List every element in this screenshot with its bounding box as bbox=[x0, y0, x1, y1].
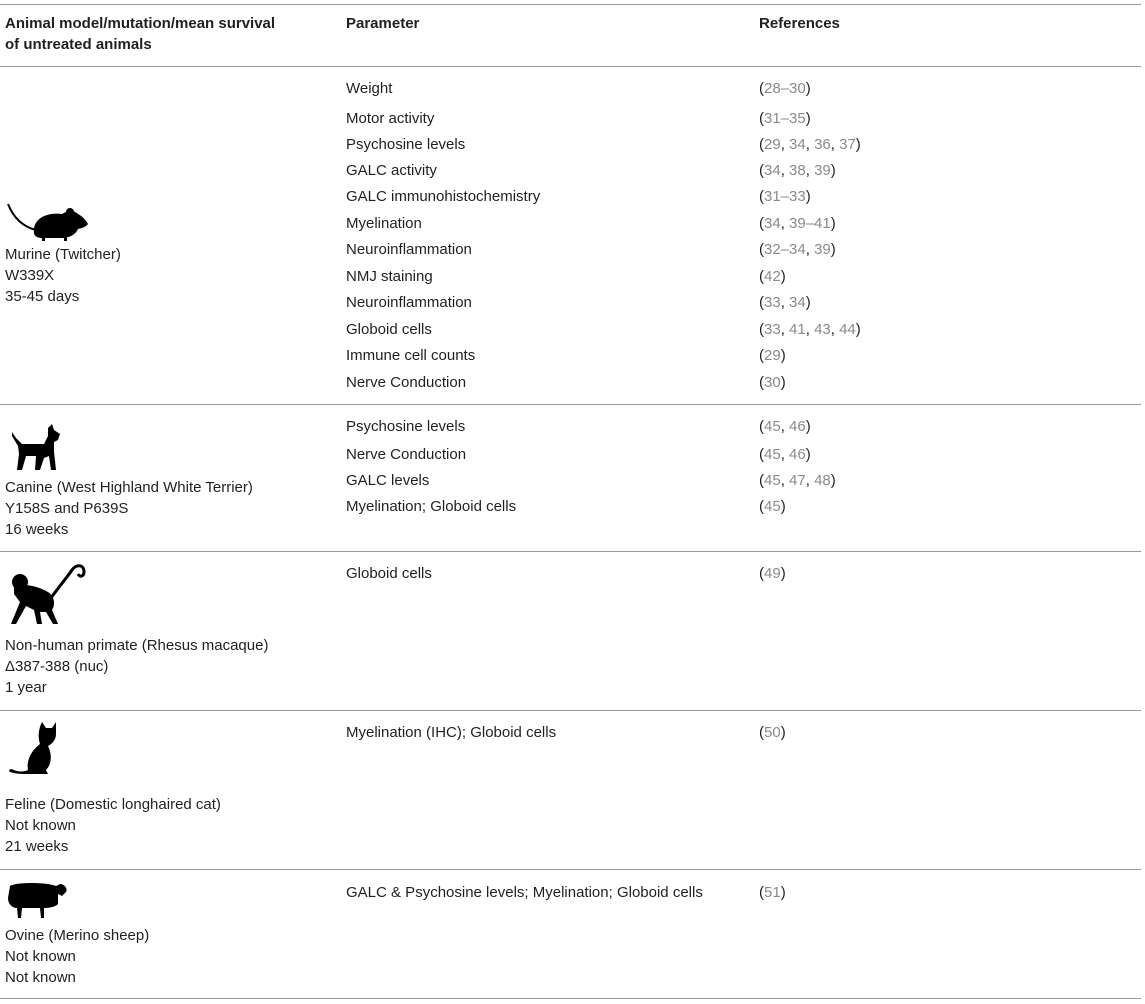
reference-link[interactable]: 51 bbox=[764, 884, 781, 901]
animal-species: Feline (Domestic longhaired cat) bbox=[5, 796, 221, 813]
reference-link[interactable]: 33 bbox=[764, 321, 781, 338]
parameter-cell: Neuroinflammation bbox=[346, 241, 472, 258]
references-cell: (51) bbox=[759, 884, 786, 901]
references-cell: (50) bbox=[759, 724, 786, 741]
animal-species: Non-human primate (Rhesus macaque) bbox=[5, 637, 269, 654]
references-cell: (29) bbox=[759, 347, 786, 364]
references-cell: (34, 39–41) bbox=[759, 215, 836, 232]
reference-link[interactable]: 33 bbox=[764, 294, 781, 311]
reference-link[interactable]: 50 bbox=[764, 724, 781, 741]
animal-survival: 21 weeks bbox=[5, 838, 69, 855]
parameter-cell: Myelination (IHC); Globoid cells bbox=[346, 724, 557, 741]
animal-mutation: W339X bbox=[5, 267, 55, 284]
animal-cell-murine bbox=[5, 244, 121, 307]
parameter-cell: Motor activity bbox=[346, 110, 435, 127]
reference-link[interactable]: 31–33 bbox=[764, 188, 806, 205]
reference-link[interactable]: 31–35 bbox=[764, 110, 806, 127]
parameter-cell: Psychosine levels bbox=[346, 418, 466, 435]
mouse-icon bbox=[6, 200, 90, 242]
parameter-cell: Globoid cells bbox=[346, 321, 432, 338]
row-divider bbox=[0, 710, 1141, 711]
cat-icon bbox=[6, 720, 58, 776]
references-cell: (31–35) bbox=[759, 110, 811, 127]
reference-link[interactable]: 39 bbox=[814, 162, 831, 179]
reference-link[interactable]: 34 bbox=[789, 136, 806, 153]
parameter-cell: GALC levels bbox=[346, 472, 430, 489]
reference-link[interactable]: 42 bbox=[764, 268, 781, 285]
dog-icon bbox=[10, 424, 62, 470]
parameter-cell: Neuroinflammation bbox=[346, 294, 472, 311]
animal-cell-feline bbox=[5, 794, 221, 857]
animal-survival: 16 weeks bbox=[5, 521, 69, 538]
animal-survival: Not known bbox=[5, 969, 76, 986]
reference-link[interactable]: 46 bbox=[789, 446, 806, 463]
sheep-icon bbox=[6, 880, 68, 920]
parameter-cell: NMJ staining bbox=[346, 268, 433, 285]
table-top-rule bbox=[0, 4, 1141, 5]
header-animal-line-1: Animal model/mutation/mean survival bbox=[5, 15, 276, 32]
references-cell: (29, 34, 36, 37) bbox=[759, 136, 861, 153]
references-cell: (42) bbox=[759, 268, 786, 285]
animal-species: Murine (Twitcher) bbox=[5, 246, 121, 263]
header-bottom-rule bbox=[0, 66, 1141, 67]
reference-link[interactable]: 41 bbox=[789, 321, 806, 338]
reference-link[interactable]: 45 bbox=[764, 418, 781, 435]
references-cell: (33, 41, 43, 44) bbox=[759, 321, 861, 338]
parameter-cell: Myelination bbox=[346, 215, 422, 232]
references-cell: (45, 46) bbox=[759, 418, 811, 435]
header-animal-model bbox=[5, 13, 275, 55]
reference-link[interactable]: 44 bbox=[839, 321, 856, 338]
header-references: References bbox=[759, 15, 840, 32]
reference-link[interactable]: 34 bbox=[764, 162, 781, 179]
reference-link[interactable]: 47 bbox=[789, 472, 806, 489]
reference-link[interactable]: 43 bbox=[814, 321, 831, 338]
table-bottom-rule bbox=[0, 998, 1141, 999]
references-cell: (34, 38, 39) bbox=[759, 162, 836, 179]
reference-link[interactable]: 45 bbox=[764, 498, 781, 515]
parameter-cell: Myelination; Globoid cells bbox=[346, 498, 517, 515]
parameter-cell: Globoid cells bbox=[346, 565, 432, 582]
reference-link[interactable]: 34 bbox=[764, 215, 781, 232]
references-cell: (32–34, 39) bbox=[759, 241, 836, 258]
reference-link[interactable]: 30 bbox=[764, 374, 781, 391]
reference-link[interactable]: 32–34 bbox=[764, 241, 806, 258]
parameter-cell: GALC immunohistochemistry bbox=[346, 188, 541, 205]
monkey-icon bbox=[4, 562, 86, 628]
animal-mutation: Y158S and P639S bbox=[5, 500, 129, 517]
references-cell: (28–30) bbox=[759, 80, 811, 97]
reference-link[interactable]: 46 bbox=[789, 418, 806, 435]
animal-survival: 1 year bbox=[5, 679, 47, 696]
reference-link[interactable]: 28–30 bbox=[764, 80, 806, 97]
references-cell: (30) bbox=[759, 374, 786, 391]
references-cell: (31–33) bbox=[759, 188, 811, 205]
reference-link[interactable]: 36 bbox=[814, 136, 831, 153]
references-cell: (49) bbox=[759, 565, 786, 582]
reference-link[interactable]: 39 bbox=[814, 241, 831, 258]
references-cell: (45, 46) bbox=[759, 446, 811, 463]
parameter-cell: Immune cell counts bbox=[346, 347, 476, 364]
parameter-cell: Weight bbox=[346, 80, 393, 97]
reference-link[interactable]: 39–41 bbox=[789, 215, 831, 232]
animal-mutation: Not known bbox=[5, 948, 76, 965]
reference-link[interactable]: 45 bbox=[764, 472, 781, 489]
parameter-cell: Nerve Conduction bbox=[346, 374, 467, 391]
parameter-cell: GALC activity bbox=[346, 162, 437, 179]
reference-link[interactable]: 29 bbox=[764, 347, 781, 364]
animal-species: Ovine (Merino sheep) bbox=[5, 927, 150, 944]
reference-link[interactable]: 48 bbox=[814, 472, 831, 489]
references-cell: (45, 47, 48) bbox=[759, 472, 836, 489]
reference-link[interactable]: 37 bbox=[839, 136, 856, 153]
parameter-cell: Nerve Conduction bbox=[346, 446, 467, 463]
header-animal-line-2: of untreated animals bbox=[5, 36, 152, 53]
references-cell: (33, 34) bbox=[759, 294, 811, 311]
animal-species: Canine (West Highland White Terrier) bbox=[5, 479, 253, 496]
reference-link[interactable]: 38 bbox=[789, 162, 806, 179]
parameter-cell: Psychosine levels bbox=[346, 136, 466, 153]
reference-link[interactable]: 49 bbox=[764, 565, 781, 582]
animal-cell-ovine bbox=[5, 925, 149, 988]
animal-mutation: Not known bbox=[5, 817, 76, 834]
animal-cell-primate bbox=[5, 635, 268, 698]
row-divider bbox=[0, 551, 1141, 552]
animal-survival: 35-45 days bbox=[5, 288, 80, 305]
parameter-cell: GALC & Psychosine levels; Myelination; Globoid cells bbox=[346, 884, 703, 901]
row-divider bbox=[0, 869, 1141, 870]
reference-link[interactable]: 45 bbox=[764, 446, 781, 463]
reference-link[interactable]: 29 bbox=[764, 136, 781, 153]
header-parameter: Parameter bbox=[346, 15, 420, 32]
reference-link[interactable]: 34 bbox=[789, 294, 806, 311]
animal-mutation: Δ387-388 (nuc) bbox=[5, 658, 109, 675]
row-divider bbox=[0, 404, 1141, 405]
references-cell: (45) bbox=[759, 498, 786, 515]
animal-cell-canine bbox=[5, 477, 253, 540]
